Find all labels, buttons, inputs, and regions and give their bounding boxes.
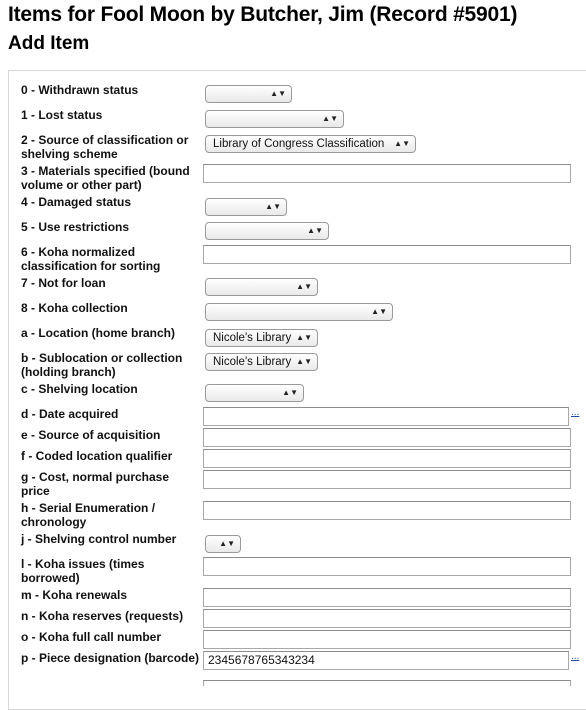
date-acquired-plugin-link[interactable]: ... bbox=[571, 407, 580, 418]
koha-renewals-label: m - Koha renewals bbox=[21, 588, 128, 602]
select-arrows-icon: ▲▼ bbox=[219, 539, 235, 548]
barcode-plugin-link[interactable]: ... bbox=[571, 651, 580, 662]
koha-issues-input[interactable] bbox=[203, 557, 571, 576]
koha-reserves-input[interactable] bbox=[203, 609, 571, 628]
koha-normalized-classification-input[interactable] bbox=[203, 245, 571, 264]
location-home-branch-select[interactable] bbox=[205, 329, 318, 347]
koha-normalized-classification-label: 6 - Koha normalized classification for sorting bbox=[21, 245, 161, 273]
use-restrictions-select[interactable] bbox=[205, 222, 329, 240]
damaged-status-label: 4 - Damaged status bbox=[21, 195, 132, 209]
barcode-label: p - Piece designation (barcode) bbox=[21, 651, 200, 665]
materials-specified-input[interactable] bbox=[203, 164, 571, 183]
page-subtitle: Add Item bbox=[8, 33, 90, 54]
koha-issues-label: l - Koha issues (times borrowed) bbox=[21, 557, 145, 585]
koha-full-call-number-input[interactable] bbox=[203, 630, 571, 649]
use-restrictions-label: 5 - Use restrictions bbox=[21, 220, 130, 234]
coded-location-qualifier-label: f - Coded location qualifier bbox=[21, 449, 173, 463]
select-arrows-icon: ▲▼ bbox=[371, 307, 387, 316]
sublocation-select[interactable] bbox=[205, 353, 318, 371]
coded-location-qualifier-input[interactable] bbox=[203, 449, 571, 468]
page-title: Items for Fool Moon by Butcher, Jim (Record #5901) bbox=[8, 3, 518, 26]
select-arrows-icon: ▲▼ bbox=[296, 357, 312, 366]
source-of-acquisition-input[interactable] bbox=[203, 428, 571, 447]
koha-renewals-input[interactable] bbox=[203, 588, 571, 607]
date-acquired-label: d - Date acquired bbox=[21, 407, 119, 421]
koha-reserves-label: n - Koha reserves (requests) bbox=[21, 609, 184, 623]
select-arrows-icon: ▲▼ bbox=[282, 388, 298, 397]
source-classification-select[interactable] bbox=[205, 135, 416, 153]
location-home-branch-label: a - Location (home branch) bbox=[21, 326, 176, 340]
withdrawn-status-select[interactable] bbox=[205, 85, 292, 103]
damaged-status-select[interactable] bbox=[205, 198, 287, 216]
select-arrows-icon: ▲▼ bbox=[296, 333, 312, 342]
not-for-loan-select[interactable] bbox=[205, 278, 318, 296]
select-arrows-icon: ▲▼ bbox=[296, 282, 312, 291]
select-arrows-icon: ▲▼ bbox=[270, 89, 286, 98]
koha-collection-label: 8 - Koha collection bbox=[21, 301, 128, 315]
materials-specified-label: 3 - Materials specified (bound volume or other part) bbox=[21, 164, 190, 192]
shelving-location-select[interactable] bbox=[205, 384, 304, 402]
barcode-input[interactable]: 2345678765343234 bbox=[203, 651, 569, 670]
serial-enumeration-input[interactable] bbox=[203, 501, 571, 520]
sublocation-value: Nicole's Library bbox=[213, 356, 292, 368]
cost-input[interactable] bbox=[203, 470, 571, 489]
next-field-input[interactable] bbox=[203, 680, 571, 686]
not-for-loan-label: 7 - Not for loan bbox=[21, 276, 106, 290]
cost-label: g - Cost, normal purchase price bbox=[21, 470, 170, 498]
lost-status-select[interactable] bbox=[205, 110, 344, 128]
location-home-branch-value: Nicole's Library bbox=[213, 332, 292, 344]
shelving-control-number-label: j - Shelving control number bbox=[21, 532, 177, 546]
lost-status-label: 1 - Lost status bbox=[21, 108, 103, 122]
source-classification-value: Library of Congress Classification bbox=[213, 138, 385, 150]
select-arrows-icon: ▲▼ bbox=[265, 202, 281, 211]
shelving-location-label: c - Shelving location bbox=[21, 382, 138, 396]
source-classification-label: 2 - Source of classification or shelving scheme bbox=[21, 133, 189, 161]
koha-collection-select[interactable] bbox=[205, 303, 393, 321]
withdrawn-status-label: 0 - Withdrawn status bbox=[21, 83, 139, 97]
shelving-control-number-select[interactable] bbox=[205, 535, 241, 553]
koha-full-call-number-label: o - Koha full call number bbox=[21, 630, 162, 644]
source-of-acquisition-label: e - Source of acquisition bbox=[21, 428, 161, 442]
select-arrows-icon: ▲▼ bbox=[322, 114, 338, 123]
serial-enumeration-label: h - Serial Enumeration / chronology bbox=[21, 501, 156, 529]
select-arrows-icon: ▲▼ bbox=[307, 226, 323, 235]
sublocation-label: b - Sublocation or collection (holding branch) bbox=[21, 351, 183, 379]
date-acquired-input[interactable] bbox=[203, 407, 569, 426]
select-arrows-icon: ▲▼ bbox=[394, 139, 410, 148]
